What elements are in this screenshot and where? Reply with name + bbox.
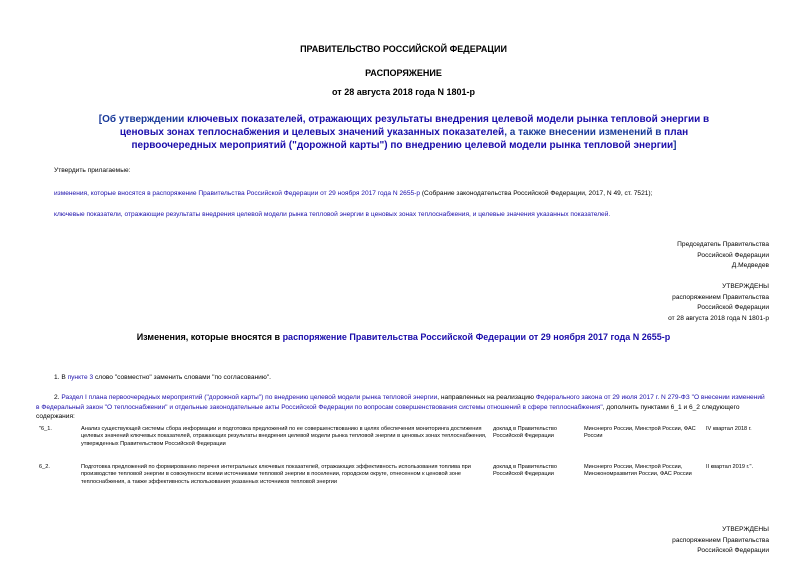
row-number: "6_1. bbox=[39, 426, 52, 432]
changes-link[interactable]: изменения, которые вносятся в распоряжение Правительства Российской Федерации от 29 ноября 2017 года N 2655-р bbox=[54, 190, 421, 197]
title-link-roadmap[interactable]: план первоочередных мероприятий ("дорожной карты") по внедрению целевой модели рынка тепловой энергии bbox=[131, 127, 689, 151]
point-2-mid: , направленных на реализацию bbox=[437, 394, 536, 401]
point-1 bbox=[54, 373, 271, 383]
title-mid: , а также внесении изменений в bbox=[504, 127, 665, 138]
changes-title-link[interactable]: распоряжение Правительства Российской Федерации от 29 ноября 2017 года N 2655-р bbox=[282, 332, 671, 342]
roadmap-section-link[interactable]: Раздел I плана первоочередных мероприятий ("дорожной карты") по внедрению целевой модели рынка тепловой энергии bbox=[61, 394, 438, 401]
table-row bbox=[36, 426, 776, 464]
approved-country: Российской Федерации bbox=[697, 304, 769, 311]
approve-text: Утвердить прилагаемые: bbox=[54, 167, 131, 174]
approve-item-1-rest: (Собрание законодательства Российской Федерации, 2017, N 49, ст. 7521); bbox=[420, 190, 653, 197]
approve-item-1 bbox=[54, 189, 774, 199]
approved-by: распоряжением Правительства bbox=[672, 536, 769, 544]
row-responsible: Минэнерго России, Минстрой России, ФАС России bbox=[584, 426, 696, 440]
title-open: [Об утверждении bbox=[98, 114, 188, 125]
row-deadline: II квартал 2019 г.". bbox=[706, 464, 753, 470]
point-1-prefix: 1. В bbox=[54, 374, 68, 381]
document-type: РАСПОРЯЖЕНИЕ bbox=[365, 68, 442, 78]
signature-block bbox=[677, 240, 769, 272]
document-date-number: от 28 августа 2018 года N 1801-р bbox=[332, 87, 475, 97]
point-2-rest: , дополнить пунктами 6_1 и 6_2 следующего содержания: bbox=[36, 403, 740, 420]
row-form: доклад в Правительство Российской Федерации bbox=[493, 464, 557, 478]
key-indicators-link[interactable]: ключевые показатели, отражающие результаты внедрения целевой модели рынка тепловой энергии в ценовых зонах теплоснабжения, и целевые значения указанных показателей. bbox=[54, 211, 611, 218]
point-1-rest: слово "совместно" заменить словами "по согласованию". bbox=[93, 374, 271, 381]
title-close: ] bbox=[673, 140, 677, 151]
point-2 bbox=[36, 393, 770, 422]
point-2-prefix: 2. bbox=[54, 394, 62, 401]
federal-law-link[interactable]: Федерального закона от 29 июля 2017 г. N 279-ФЗ "О внесении изменений в Федеральный закон "О теплоснабжении" и отдельные законодательные акты Российской Федерации по вопросам совершенствования системы отношений в сфере теплоснабжения" bbox=[36, 394, 765, 411]
approved-stamp-1 bbox=[668, 282, 769, 324]
approved-stamp-2 bbox=[672, 525, 769, 557]
plan-table bbox=[36, 426, 776, 486]
government-name: ПРАВИТЕЛЬСТВО РОССИЙСКОЙ ФЕДЕРАЦИИ bbox=[300, 44, 507, 54]
row-description: Подготовка предложений по формированию перечня интегральных ключевых показателей, отражающих эффективность использования топлива при производстве тепловой энергии в совокупности всеми источниками тепловой энергии в поселении, городском округе, отнесенном к ценовой зоне теплоснабжения, а также эффективность использования указанных источников тепловой энергии bbox=[81, 464, 471, 485]
approved-by: распоряжением Правительства bbox=[672, 293, 769, 301]
document-title bbox=[80, 113, 728, 152]
approved-country: Российской Федерации bbox=[697, 547, 769, 554]
row-number: 6_2. bbox=[39, 464, 50, 470]
changes-title-prefix: Изменения, которые вносятся в bbox=[136, 332, 283, 342]
row-description: Анализ существующей системы сбора информации и подготовка предложений по ее совершенствованию в целях обеспечения мониторинга достижения целевых значений ключевых показателей, отражающих результаты внедрения целевой модели рынка тепловой энергии в ценовых зонах теплоснабжения, утвержденных Правительством Российской Федерации bbox=[81, 426, 487, 447]
point-3-link[interactable]: пункте 3 bbox=[67, 374, 94, 381]
approved-label: УТВЕРЖДЕНЫ bbox=[722, 283, 769, 290]
signature-name: Д.Медведев bbox=[731, 262, 769, 269]
approved-date: от 28 августа 2018 года N 1801-р bbox=[668, 314, 769, 322]
row-form: доклад в Правительство Российской Федерации bbox=[493, 426, 557, 440]
row-deadline: IV квартал 2018 г. bbox=[706, 426, 752, 432]
changes-title bbox=[0, 332, 807, 342]
signature-country: Российской Федерации bbox=[697, 251, 769, 259]
title-link-key-indicators[interactable]: ключевых показателей, отражающих результаты внедрения целевой модели рынка тепловой энергии в ценовых зонах теплоснабжения и целевых значений указанных показателей bbox=[119, 114, 710, 138]
table-row bbox=[36, 464, 776, 486]
row-responsible: Минэнерго России, Минстрой России, Минэкономразвития России, ФАС России bbox=[584, 464, 692, 478]
signature-position: Председатель Правительства bbox=[677, 241, 769, 248]
approved-label: УТВЕРЖДЕНЫ bbox=[722, 526, 769, 533]
